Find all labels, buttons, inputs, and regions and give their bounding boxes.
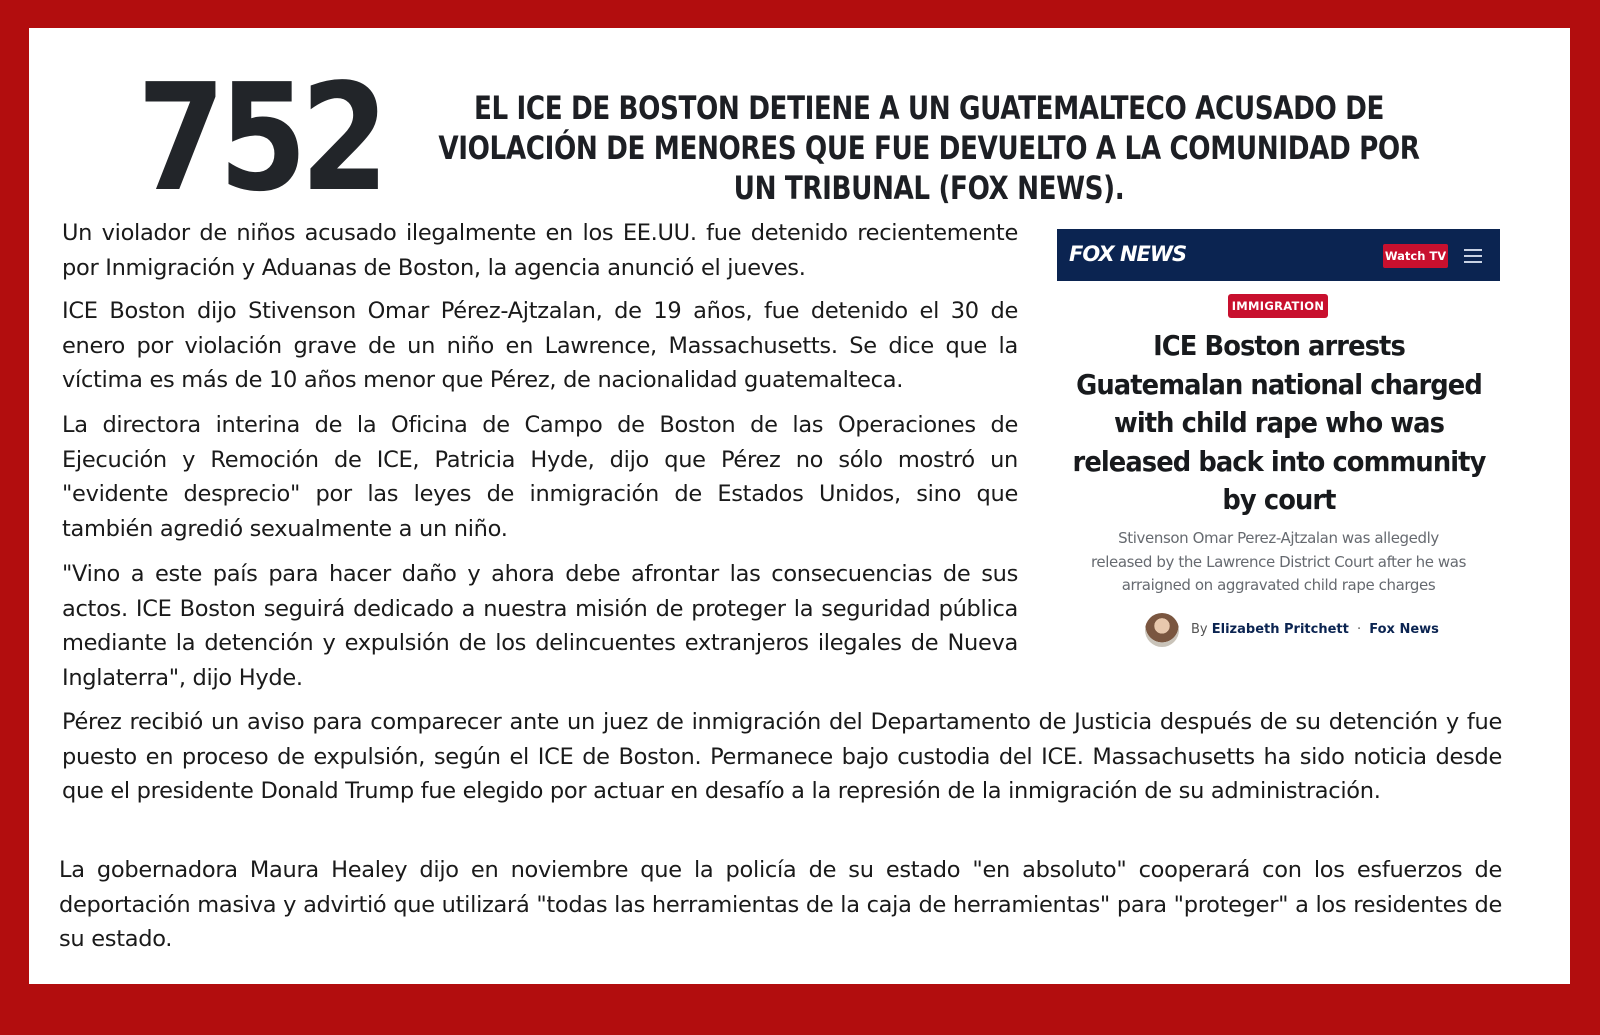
paragraph-2: ICE Boston dijo Stivenson Omar Pérez-Ajtzalan, de 19 años, fue detenido el 30 de enero por violación grave de un niño en Lawrence, Massachusetts. Se dice que la víctima es más de 10 años menor que Pérez, de nacionalidad guatemalteca. (62, 298, 1018, 393)
content-card (29, 28, 1570, 984)
paragraph-6: La gobernadora Maura Healey dijo en noviembre que la policía de su estado "en absoluto" cooperará con los esfuerzos de deportación masiva y advirtió que utilizará "todas las herramientas de la caja de herramientas" para "proteger" a los residentes de su estado. (59, 857, 1502, 952)
author-name[interactable]: Elizabeth Pritchett (1211, 622, 1349, 637)
fox-news-logo: FOX NEWS (1069, 242, 1187, 266)
paragraph-1: Un violador de niños acusado ilegalmente en los EE.UU. fue detenido recientemente por Inmigración y Aduanas de Boston, la agencia anunció el jueves. (62, 220, 1018, 281)
fox-news-clipping (1057, 229, 1500, 659)
fox-header-bar (1057, 229, 1500, 281)
outlet-name[interactable]: Fox News (1369, 622, 1439, 637)
paragraph-4: "Vino a este país para hacer daño y ahora debe afrontar las consecuencias de sus actos. ICE Boston seguirá dedicado a nuestra misión de proteger la seguridad pública mediante la detención y expulsión de los delincuentes extranjeros ilegales de Nueva Inglaterra", dijo Hyde. (62, 561, 1018, 691)
article-title-text: ICE Boston arrests Guatemalan national charged with child rape who was released back into community by court (1072, 329, 1486, 517)
hamburger-menu-icon[interactable] (1464, 249, 1482, 263)
headline-text: EL ICE DE BOSTON DETIENE A UN GUATEMALTECO ACUSADO DE VIOLACIÓN DE MENORES QUE FUE DEVUELTO A LA COMUNIDAD POR UN TRIBUNAL (FOX NEWS). (438, 89, 1420, 207)
article-subtitle: Stivenson Omar Perez-Ajtzalan was allegedly released by the Lawrence District Court after he was arraigned on aggravated child rape charges (1090, 529, 1467, 594)
paragraph-3: La directora interina de la Oficina de Campo de Boston de las Operaciones de Ejecución y Remoción de ICE, Patricia Hyde, dijo que Pérez no sólo mostró un "evidente desprecio" por las leyes de inmigración de Estados Unidos, sino que también agredió sexualmente a un niño. (62, 412, 1018, 542)
article-title (1071, 327, 1486, 520)
watch-tv-button[interactable]: Watch TV (1383, 244, 1448, 268)
paragraph-5: Pérez recibió un aviso para comparecer ante un juez de inmigración del Departamento de Justicia después de su detención y fue puesto en proceso de expulsión, según el ICE de Boston. Permanece bajo custodia del ICE. Massachusetts ha sido noticia desde que el presidente Donald Trump fue elegido por actuar en desafío a la represión de la inmigración de su administración. (62, 709, 1502, 804)
author-avatar (1145, 613, 1179, 647)
byline-prefix: By (1191, 622, 1208, 637)
headline (429, 88, 1429, 208)
category-badge: IMMIGRATION (1228, 294, 1328, 318)
byline-separator: · (1356, 622, 1362, 637)
item-number: 752 (137, 52, 383, 224)
byline (1145, 613, 1475, 647)
